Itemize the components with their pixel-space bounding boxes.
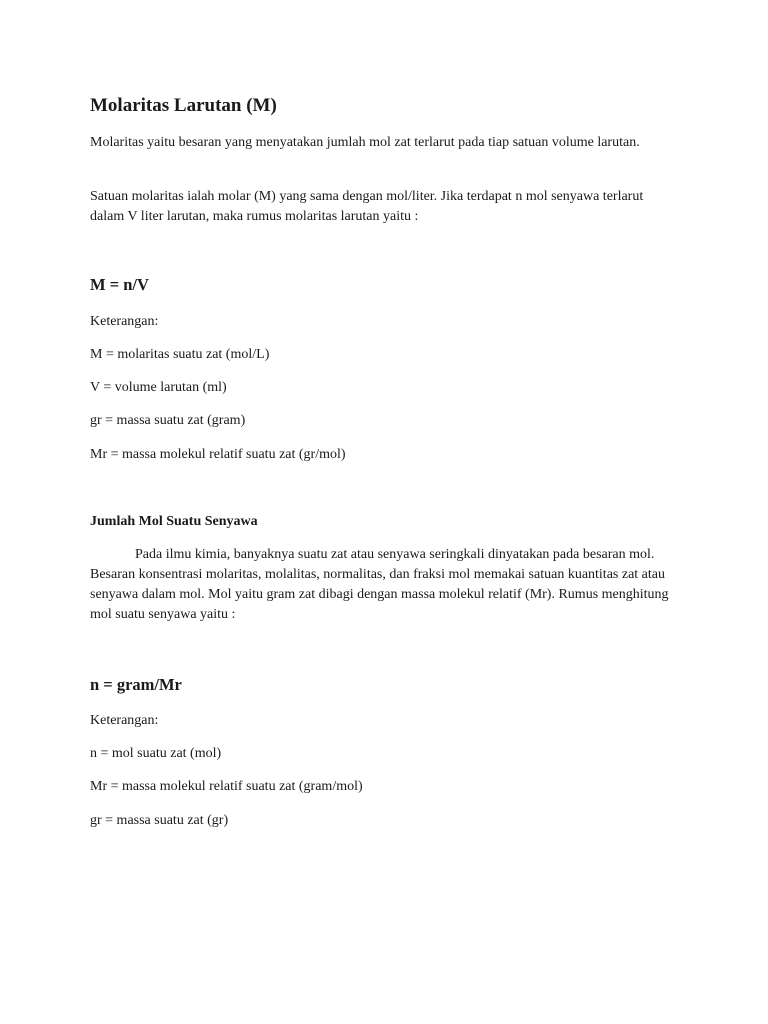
section-paragraph-jumlah-mol: Pada ilmu kimia, banyaknya suatu zat atau senyawa seringkali dinyatakan pada besaran mol. Besaran konsentrasi molaritas, molalitas, normalitas, dan fraksi mol memakai satuan kuantitas zat atau senyawa dalam mol. Mol yaitu gram zat dibagi dengan massa molekul relatif (Mr). Rumus menghitung mol suatu senyawa yaitu : (90, 547, 669, 622)
keterangan-item: n = mol suatu zat (mol) (90, 746, 222, 761)
keterangan-item: Mr = massa molekul relatif suatu zat (gr/mol) (90, 447, 346, 462)
formula-mol: n = gram/Mr (90, 675, 182, 694)
keterangan-item: V = volume larutan (ml) (90, 380, 227, 395)
intro-paragraph-1: Molaritas yaitu besaran yang menyatakan jumlah mol zat terlarut pada tiap satuan volume larutan. (90, 135, 640, 150)
keterangan-item: M = molaritas suatu zat (mol/L) (90, 347, 270, 362)
keterangan-item: gr = massa suatu zat (gr) (90, 813, 229, 828)
section-heading-jumlah-mol: Jumlah Mol Suatu Senyawa (90, 514, 258, 529)
intro-paragraph-2: Satuan molaritas ialah molar (M) yang sama dengan mol/liter. Jika terdapat n mol senyawa terlarut dalam V liter larutan, maka rumus molaritas larutan yaitu : (90, 189, 644, 224)
page-title: Molaritas Larutan (M) (90, 95, 277, 116)
keterangan-item: gr = massa suatu zat (gram) (90, 413, 246, 428)
keterangan-label-2: Keterangan: (90, 713, 159, 728)
formula-molaritas: M = n/V (90, 275, 149, 294)
keterangan-item: Mr = massa molekul relatif suatu zat (gram/mol) (90, 779, 363, 794)
keterangan-label-1: Keterangan: (90, 314, 159, 329)
